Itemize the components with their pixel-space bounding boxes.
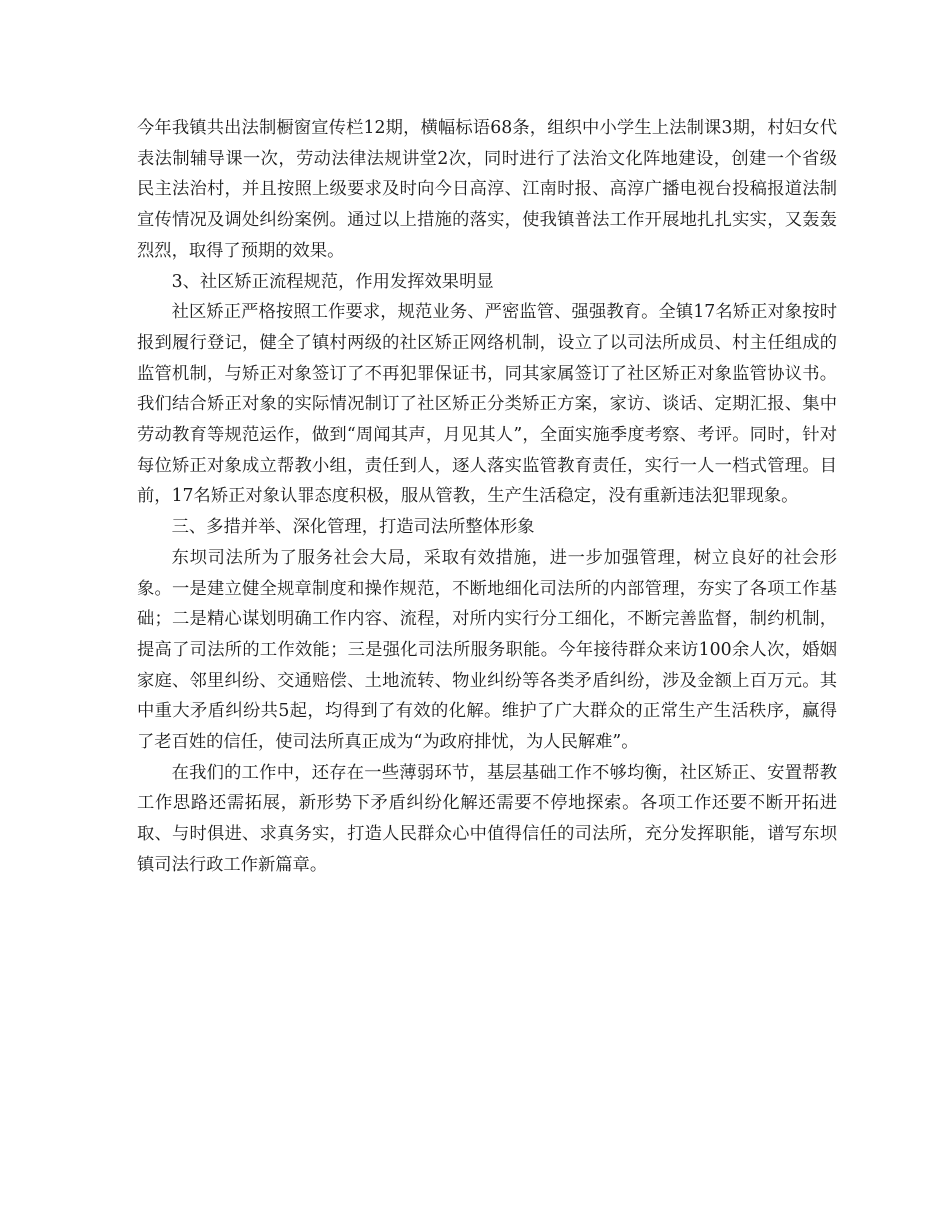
section-heading-management: 三、多措并举、深化管理，打造司法所整体形象 — [171, 517, 535, 538]
document-body — [137, 113, 837, 881]
paragraph-community-correction: 社区矫正严格按照工作要求，规范业务、严密监管、强强教育。全镇17名矫正对象按时报到履行登记，健全了镇村两级的社区矫正网络机制，设立了以司法所成员、村主任组成的监管机制，与矫正对象签订了不再犯罪保证书，同其家属签订了社区矫正对象监管协议书。我们结合矫正对象的实际情况制订了社区矫正分类矫正方案，家访、谈话、定期汇报、集中劳动教育等规范运作，做到“周闻其声，月见其人”，全面实施季度考察、考评。同时，针对每位矫正对象成立帮教小组，责任到人，逐人落实监管教育责任，实行一人一档式管理。目前，17名矫正对象认罪态度积极，服从管教，生产生活稳定，没有重新违法犯罪现象。 — [137, 302, 837, 507]
paragraph-management: 东坝司法所为了服务社会大局，采取有效措施，进一步加强管理，树立良好的社会形象。一是建立健全规章制度和操作规范，不断地细化司法所的内部管理，夯实了各项工作基础；二是精心谋划明确工作内容、流程，对所内实行分工细化，不断完善监督，制约机制，提高了司法所的工作效能；三是强化司法所服务职能。今年接待群众来访100余人次，婚姻家庭、邻里纠纷、交通赔偿、土地流转、物业纠纷等各类矛盾纠纷，涉及金额上百万元。其中重大矛盾纠纷共5起，均得到了有效的化解。维护了广大群众的正常生产生活秩序，赢得了老百姓的信任，使司法所真正成为“为政府排忧，为人民解难”。 — [137, 547, 837, 753]
section-heading-community-correction: 3、社区矫正流程规范，作用发挥效果明显 — [171, 271, 494, 292]
paragraph-conclusion: 在我们的工作中，还存在一些薄弱环节，基层基础工作不够均衡，社区矫正、安置帮教工作思路还需拓展，新形势下矛盾纠纷化解还需要不停地探索。各项工作还要不断开拓进取、与时俱进、求真务实，打造人民群众心中值得信任的司法所，充分发挥职能，谱写东坝镇司法行政工作新篇章。 — [137, 762, 837, 875]
paragraph-legal-publicity: 今年我镇共出法制橱窗宣传栏12期，横幅标语68条，组织中小学生上法制课3期，村妇女代表法制辅导课一次，劳动法律法规讲堂2次，同时进行了法治文化阵地建设，创建一个省级民主法治村，并且按照上级要求及时向今日高淳、江南时报、高淳广播电视台投稿报道法制宣传情况及调处纠纷案例。通过以上措施的落实，使我镇普法工作开展地扎扎实实，又轰轰烈烈，取得了预期的效果。 — [137, 118, 837, 261]
